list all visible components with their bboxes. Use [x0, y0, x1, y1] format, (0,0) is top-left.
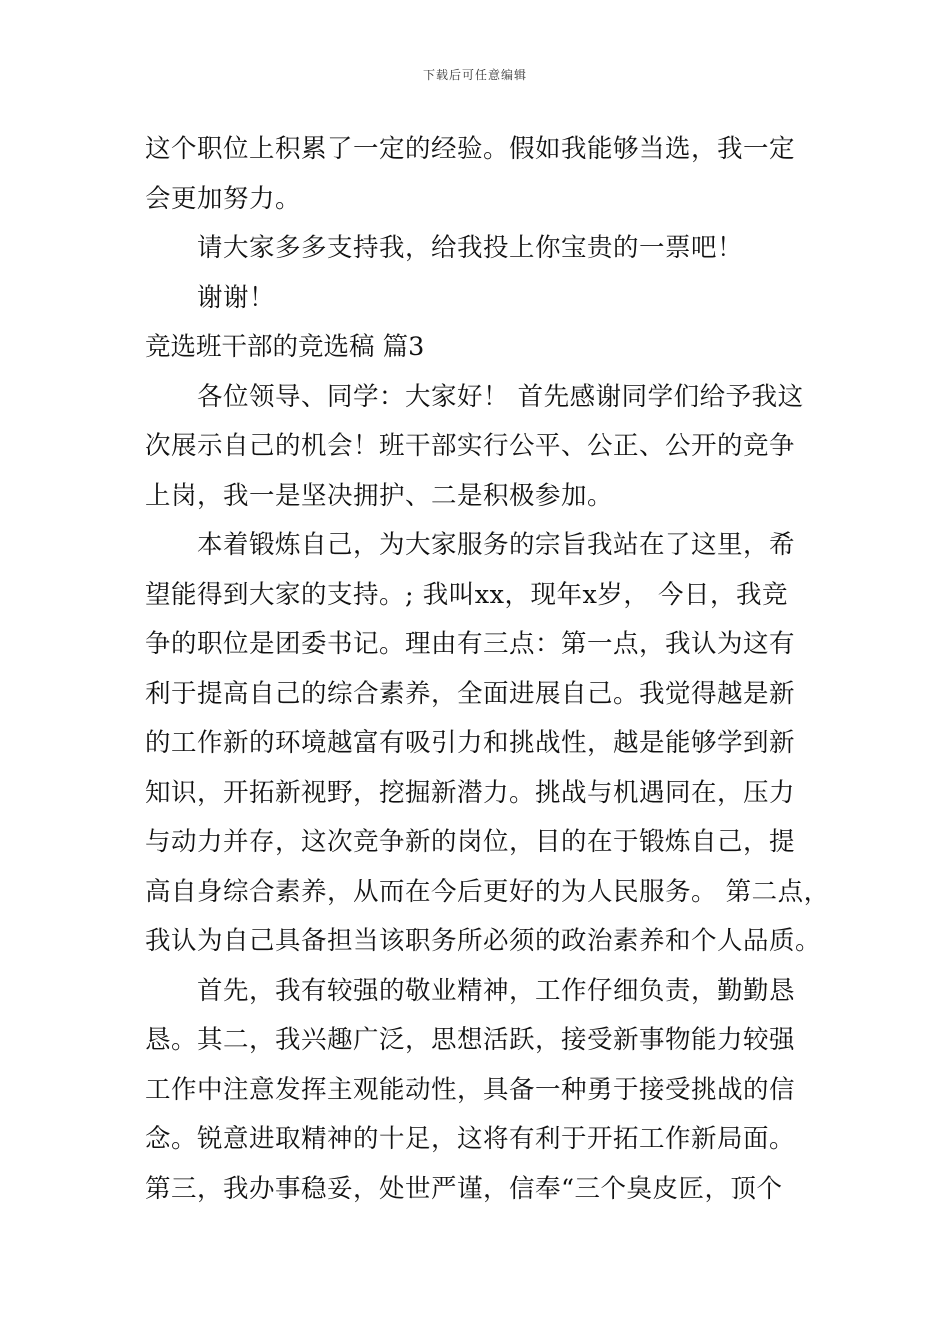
- paragraph-line: 望能得到大家的支持。; 我叫xx，现年x岁， 今日，我竞: [145, 579, 788, 610]
- paragraph-line: 这个职位上积累了一定的经验。假如我能够当选，我一定: [145, 134, 796, 164]
- paragraph-line: 谢谢！: [197, 282, 276, 313]
- paragraph-line: 争的职位是团委书记。理由有三点：第一点，我认为这有: [145, 629, 796, 659]
- paragraph-line: 工作中注意发挥主观能动性，具备一种勇于接受挑战的信: [145, 1074, 796, 1105]
- paragraph-line: 本着锻炼自己，为大家服务的宗旨我站在了这里，希: [197, 530, 796, 560]
- paragraph-line: 各位领导、同学：大家好！ 首先感谢同学们给予我这: [197, 381, 804, 412]
- paragraph-line: 与动力并存，这次竞争新的岗位，目的在于锻炼自己，提: [145, 827, 796, 857]
- paragraph-line: 次展示自己的机会！班干部实行公平、公正、公开的竞争: [145, 431, 796, 461]
- paragraph-line: 会更加努力。: [145, 183, 302, 214]
- paragraph-line: 知识，开拓新视野，挖掘新潜力。挑战与机遇同在，压力: [145, 777, 796, 808]
- paragraph-line: 恳。其二，我兴趣广泛，思想活跃，接受新事物能力较强: [145, 1025, 796, 1055]
- paragraph-line: 首先，我有较强的敬业精神，工作仔细负责，勤勤恳: [197, 975, 796, 1006]
- paragraph-line: 我认为自己具备担当该职务所必须的政治素养和个人品质。: [145, 926, 822, 956]
- paragraph-line: 的工作新的环境越富有吸引力和挑战性，越是能够学到新: [145, 728, 796, 758]
- document-body: [145, 125, 830, 1214]
- paragraph-line: 请大家多多支持我，给我投上你宝贵的一票吧！: [197, 233, 744, 263]
- paragraph-line: 第三，我办事稳妥，处世严谨，信奉“三个臭皮匠，顶个: [145, 1173, 783, 1204]
- paragraph-line: 上岗，我一是坚决拥护、二是积极参加。: [145, 480, 614, 511]
- paragraph-line: 念。锐意进取精神的十足，这将有利于开拓工作新局面。: [145, 1124, 796, 1154]
- paragraph-line: 利于提高自己的综合素养，全面进展自己。我觉得越是新: [145, 678, 796, 709]
- page-header: 下载后可任意编辑: [422, 68, 527, 82]
- section-heading: 竞选班干部的竞选稿 篇3: [145, 332, 425, 362]
- paragraph-line: 高自身综合素养，从而在今后更好的为人民服务。 第二点，: [145, 876, 830, 907]
